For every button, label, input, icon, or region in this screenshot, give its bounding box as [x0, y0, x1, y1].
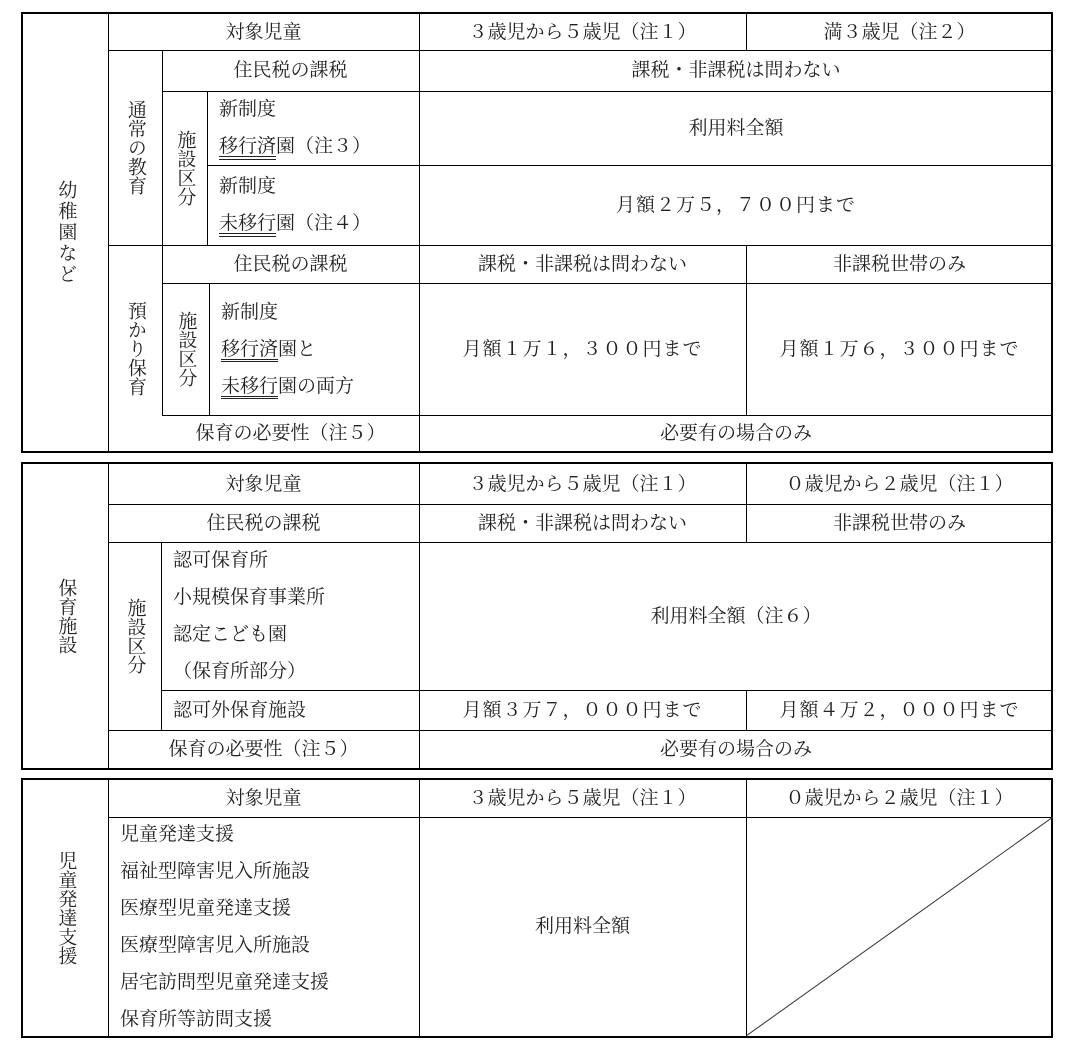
facility-migrated: 新制度 移行済園（注３）: [219, 98, 372, 157]
daycare-value-a: 月額１万１，３００円まで: [462, 337, 703, 360]
daycare-tax-b: 非課税世帯のみ: [832, 252, 966, 275]
daycare-facility-label: 施設区分: [175, 311, 198, 387]
category-label: [23, 14, 108, 451]
category-label: 保育施設: [55, 578, 78, 654]
necessity-value: 必要有の場合のみ: [659, 737, 812, 760]
daycare-label: 預かり保育: [124, 300, 147, 396]
header-age-0-2: ０歳児から２歳児（注１）: [785, 472, 1014, 495]
unlicensed-value-a: 月額３万７，０００円まで: [462, 698, 703, 721]
unlicensed-value-b: 月額４万２，０００円まで: [779, 698, 1020, 721]
facility-category-label: 施設区分: [124, 598, 147, 674]
list-item: 医療型児童発達支援: [120, 896, 292, 919]
list-item: 児童発達支援: [120, 822, 235, 845]
unlicensed-facility: 認可外保育施設: [173, 698, 307, 721]
daycare-facility: 新制度 移行済園と 未移行園の両方: [221, 300, 355, 397]
tax-b: 非課税世帯のみ: [832, 511, 966, 534]
tax-a: 課税・非課税は問わない: [477, 511, 687, 534]
necessity-label: 保育の必要性（注５）: [168, 737, 359, 760]
licensed-facilities: 認可保育所 小規模保育事業所 認定こども園 （保育所部分）: [173, 549, 326, 682]
header-age-full-3: 満３歳児（注２）: [823, 20, 976, 43]
not-migrated-value: 月額２万５，７００円まで: [615, 193, 856, 216]
normal-education-label: 通常の教育: [124, 100, 147, 195]
service-value: 利用料全額: [534, 915, 630, 937]
licensed-value: 利用料全額（注６）: [650, 604, 822, 627]
facility-not-migrated: 新制度 未移行園（注４）: [219, 175, 372, 234]
development-support-table: [21, 778, 1053, 1038]
facility-category-label: 施設区分: [174, 130, 197, 206]
header-target-children: 対象児童: [225, 787, 302, 809]
kindergarten-table: [21, 12, 1053, 453]
list-item: 保育所等訪問支援: [120, 1007, 273, 1030]
service-list: [108, 817, 419, 1036]
nursery-table: [21, 462, 1053, 770]
diagonal-strike-line: [746, 817, 1053, 1036]
category-text: 幼稚園など: [55, 180, 78, 285]
tax-value: 課税・非課税は問わない: [631, 59, 841, 81]
daycare-value-b: 月額１万６，３００円まで: [779, 337, 1020, 360]
list-item: 居宅訪問型児童発達支援: [120, 970, 330, 993]
list-item: 医療型障害児入所施設: [120, 933, 311, 956]
daycare-tax-a: 課税・非課税は問わない: [477, 252, 687, 275]
header-target-children: 対象児童: [225, 472, 302, 495]
tax-label: 住民税の課税: [206, 511, 321, 534]
tax-label: 住民税の課税: [233, 59, 348, 81]
migrated-value: 利用料全額: [688, 116, 784, 139]
daycare-tax-label: 住民税の課税: [233, 252, 348, 275]
category-label: 児童発達支援: [55, 851, 78, 965]
header-target-children: 対象児童: [225, 20, 302, 43]
header-age-3-5: ３歳児から５歳児（注１）: [468, 472, 697, 495]
header-age-0-2: ０歳児から２歳児（注１）: [785, 787, 1014, 809]
header-age-3-5: ３歳児から５歳児（注１）: [468, 20, 697, 43]
header-age-3-5: ３歳児から５歳児（注１）: [468, 787, 697, 809]
necessity-value: 必要有の場合のみ: [659, 421, 812, 444]
necessity-label: 保育の必要性（注５）: [195, 421, 386, 444]
list-item: 福祉型障害児入所施設: [120, 859, 311, 882]
